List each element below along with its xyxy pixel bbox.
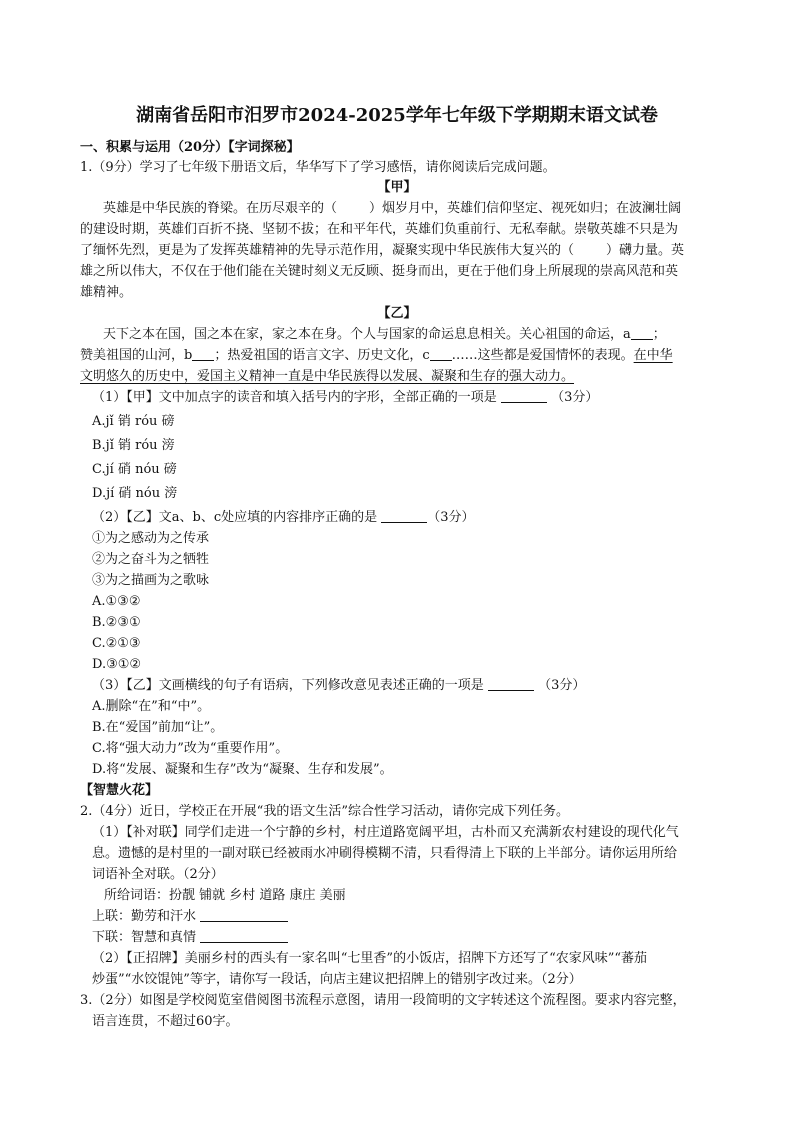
option-b[interactable]: B.在“爱国”前加“让”。 bbox=[92, 720, 224, 735]
question-1-intro: 1.（9分）学习了七年级下册语文后，华华写下了学习感悟，请你阅读后完成问题。 bbox=[80, 160, 556, 175]
passage-yi-text: ……这些都是爱国情怀的表现。 bbox=[451, 348, 634, 363]
couplet-upper-text: 上联：勤劳和汗水 bbox=[92, 909, 197, 924]
sentence-item-1: ①为之感动为之传承 bbox=[92, 531, 210, 546]
exam-title: 湖南省岳阳市汨罗市2024-2025学年七年级下学期期末语文试卷 bbox=[136, 105, 658, 126]
passage-jia-line-5: 雄精神。 bbox=[80, 285, 133, 300]
passage-yi-text: ； bbox=[652, 327, 666, 342]
option-b[interactable]: B.jǐ 销 róu 滂 bbox=[92, 438, 175, 453]
option-a[interactable]: A.删除“在”和“中”。 bbox=[92, 699, 211, 714]
sub-question-text: （2）【乙】文a、b、c处应填的内容排序正确的是 bbox=[92, 510, 378, 525]
option-d[interactable]: D.jí 硝 nóu 滂 bbox=[92, 486, 178, 501]
option-d[interactable]: D.将“发展、凝聚和生存”改为“凝聚、生存和发展”。 bbox=[92, 762, 393, 777]
passage-yi-text: 赞美祖国的山河，b bbox=[80, 348, 193, 363]
blank-a[interactable] bbox=[631, 326, 653, 340]
passage-yi-text: ；热爱祖国的语言文字、历史文化，c bbox=[214, 348, 430, 363]
passage-yi-line-1 bbox=[103, 325, 743, 345]
answer-blank[interactable] bbox=[501, 389, 547, 403]
option-c[interactable]: C.将“强大动力”改为“重要作用”。 bbox=[92, 741, 289, 756]
underlined-sentence: 在中华 bbox=[633, 348, 673, 363]
passage-yi-text: 天下之本在国，国之本在家，家之本在身。个人与国家的命运息息相关。关心祖国的命运，a bbox=[103, 327, 631, 342]
question-2-part-1-line-1: （1）【补对联】同学们走进一个宁静的乡村，村庄道路宽阔平坦，古朴而又充满新农村建设的现代化气 bbox=[92, 825, 679, 840]
section-heading-wisdom: 【智慧火花】 bbox=[80, 783, 159, 798]
sub-question-text: （1）【甲】文中加点字的读音和填入括号内的字形，全部正确的一项是 bbox=[92, 390, 497, 405]
passage-jia-heading: 【甲】 bbox=[377, 180, 417, 195]
passage-jia-text: 英雄是中华民族的脊梁。在历尽艰辛的（ bbox=[103, 201, 338, 216]
couplet-lower-text: 下联：智慧和真情 bbox=[92, 930, 197, 945]
sentence-item-2: ②为之奋斗为之牺牲 bbox=[92, 552, 210, 567]
underlined-sentence: 文明悠久的历史中，爱国主义精神一直是中华民族得以发展、凝聚和生存的强大动力。 bbox=[80, 369, 575, 384]
question-2-part-2-line-1: （2）【正招牌】美丽乡村的西头有一家名叫“七里香”的小饭店，招牌下方还写了“农家风味”“蕃茄 bbox=[92, 951, 648, 966]
couplet-upper-blank[interactable] bbox=[200, 908, 288, 922]
passage-jia-text: ）烟岁月中，英雄们信仰坚定、视死如归；在波澜壮阔 bbox=[369, 201, 682, 216]
option-d[interactable]: D.③①② bbox=[92, 657, 142, 672]
couplet-lower bbox=[92, 928, 732, 948]
question-2-part-1-line-2: 息。遗憾的是村里的一副对联已经被雨水冲刷得模糊不清，只看得清上下联的上半部分。请你运用所给 bbox=[92, 846, 678, 861]
given-words: 所给词语：扮靓 铺就 乡村 道路 康庄 美丽 bbox=[104, 888, 346, 903]
sub-question-2 bbox=[92, 508, 732, 528]
answer-blank[interactable] bbox=[488, 677, 534, 691]
option-b[interactable]: B.②③① bbox=[92, 615, 141, 630]
blank-c[interactable] bbox=[430, 347, 452, 361]
passage-yi-line-2 bbox=[80, 346, 720, 366]
blank-b[interactable] bbox=[192, 347, 214, 361]
question-2-intro: 2.（4分）近日，学校正在开展“我的语文生活”综合性学习活动，请你完成下列任务。 bbox=[80, 804, 569, 819]
couplet-upper bbox=[92, 907, 732, 927]
option-a[interactable]: A.①③② bbox=[92, 594, 141, 609]
passage-jia-text: 了缅怀先烈，更是为了发挥英雄精神的先导示范作用，凝聚实现中华民族伟大复兴的（ bbox=[80, 243, 575, 258]
sub-question-3 bbox=[92, 676, 732, 696]
couplet-lower-blank[interactable] bbox=[200, 929, 288, 943]
section-heading-accumulation: 一、积累与运用（20分）【字词探秘】 bbox=[80, 140, 300, 155]
option-c[interactable]: C.jí 硝 nóu 磅 bbox=[92, 462, 177, 477]
passage-jia-line-4: 雄之所以伟大，不仅在于他们能在关键时刻义无反顾、挺身而出，更在于他们身上所展现的崇高风范和英 bbox=[80, 264, 679, 279]
sub-question-score: （3分） bbox=[551, 390, 599, 405]
passage-yi-line-3 bbox=[80, 367, 720, 387]
sentence-item-3: ③为之描画为之歌咏 bbox=[92, 573, 210, 588]
sub-question-score: （3分） bbox=[427, 510, 475, 525]
passage-jia-line-1 bbox=[103, 199, 743, 219]
option-a[interactable]: A.jǐ 销 róu 磅 bbox=[92, 414, 175, 429]
passage-jia-line-2: 的建设时期，英雄们百折不挠、坚韧不拔；在和平年代，英雄们负重前行、无私奉献。崇敬英雄不只是为 bbox=[80, 222, 679, 237]
passage-jia-text: ）礴力量。英 bbox=[606, 243, 685, 258]
sub-question-text: （3）【乙】文画横线的句子有语病，下列修改意见表述正确的一项是 bbox=[92, 678, 484, 693]
answer-blank[interactable] bbox=[381, 509, 427, 523]
passage-jia-line-3 bbox=[80, 241, 720, 261]
option-c[interactable]: C.②①③ bbox=[92, 636, 141, 651]
sub-question-1 bbox=[92, 388, 732, 408]
passage-yi-heading: 【乙】 bbox=[377, 306, 417, 321]
question-2-part-1-line-3: 词语补全对联。（2分） bbox=[92, 867, 224, 882]
question-3-line-1: 3.（2分）如图是学校阅览室借阅图书流程示意图，请用一段简明的文字转述这个流程图。要求内容完整， bbox=[80, 993, 686, 1008]
sub-question-score: （3分） bbox=[538, 678, 586, 693]
question-3-line-2: 语言连贯，不超过60字。 bbox=[92, 1014, 239, 1029]
question-2-part-2-line-2: 炒蛋”“水饺馄饨”等字，请你写一段话，向店主建议把招牌上的错别字改过来。（2分） bbox=[92, 972, 582, 987]
